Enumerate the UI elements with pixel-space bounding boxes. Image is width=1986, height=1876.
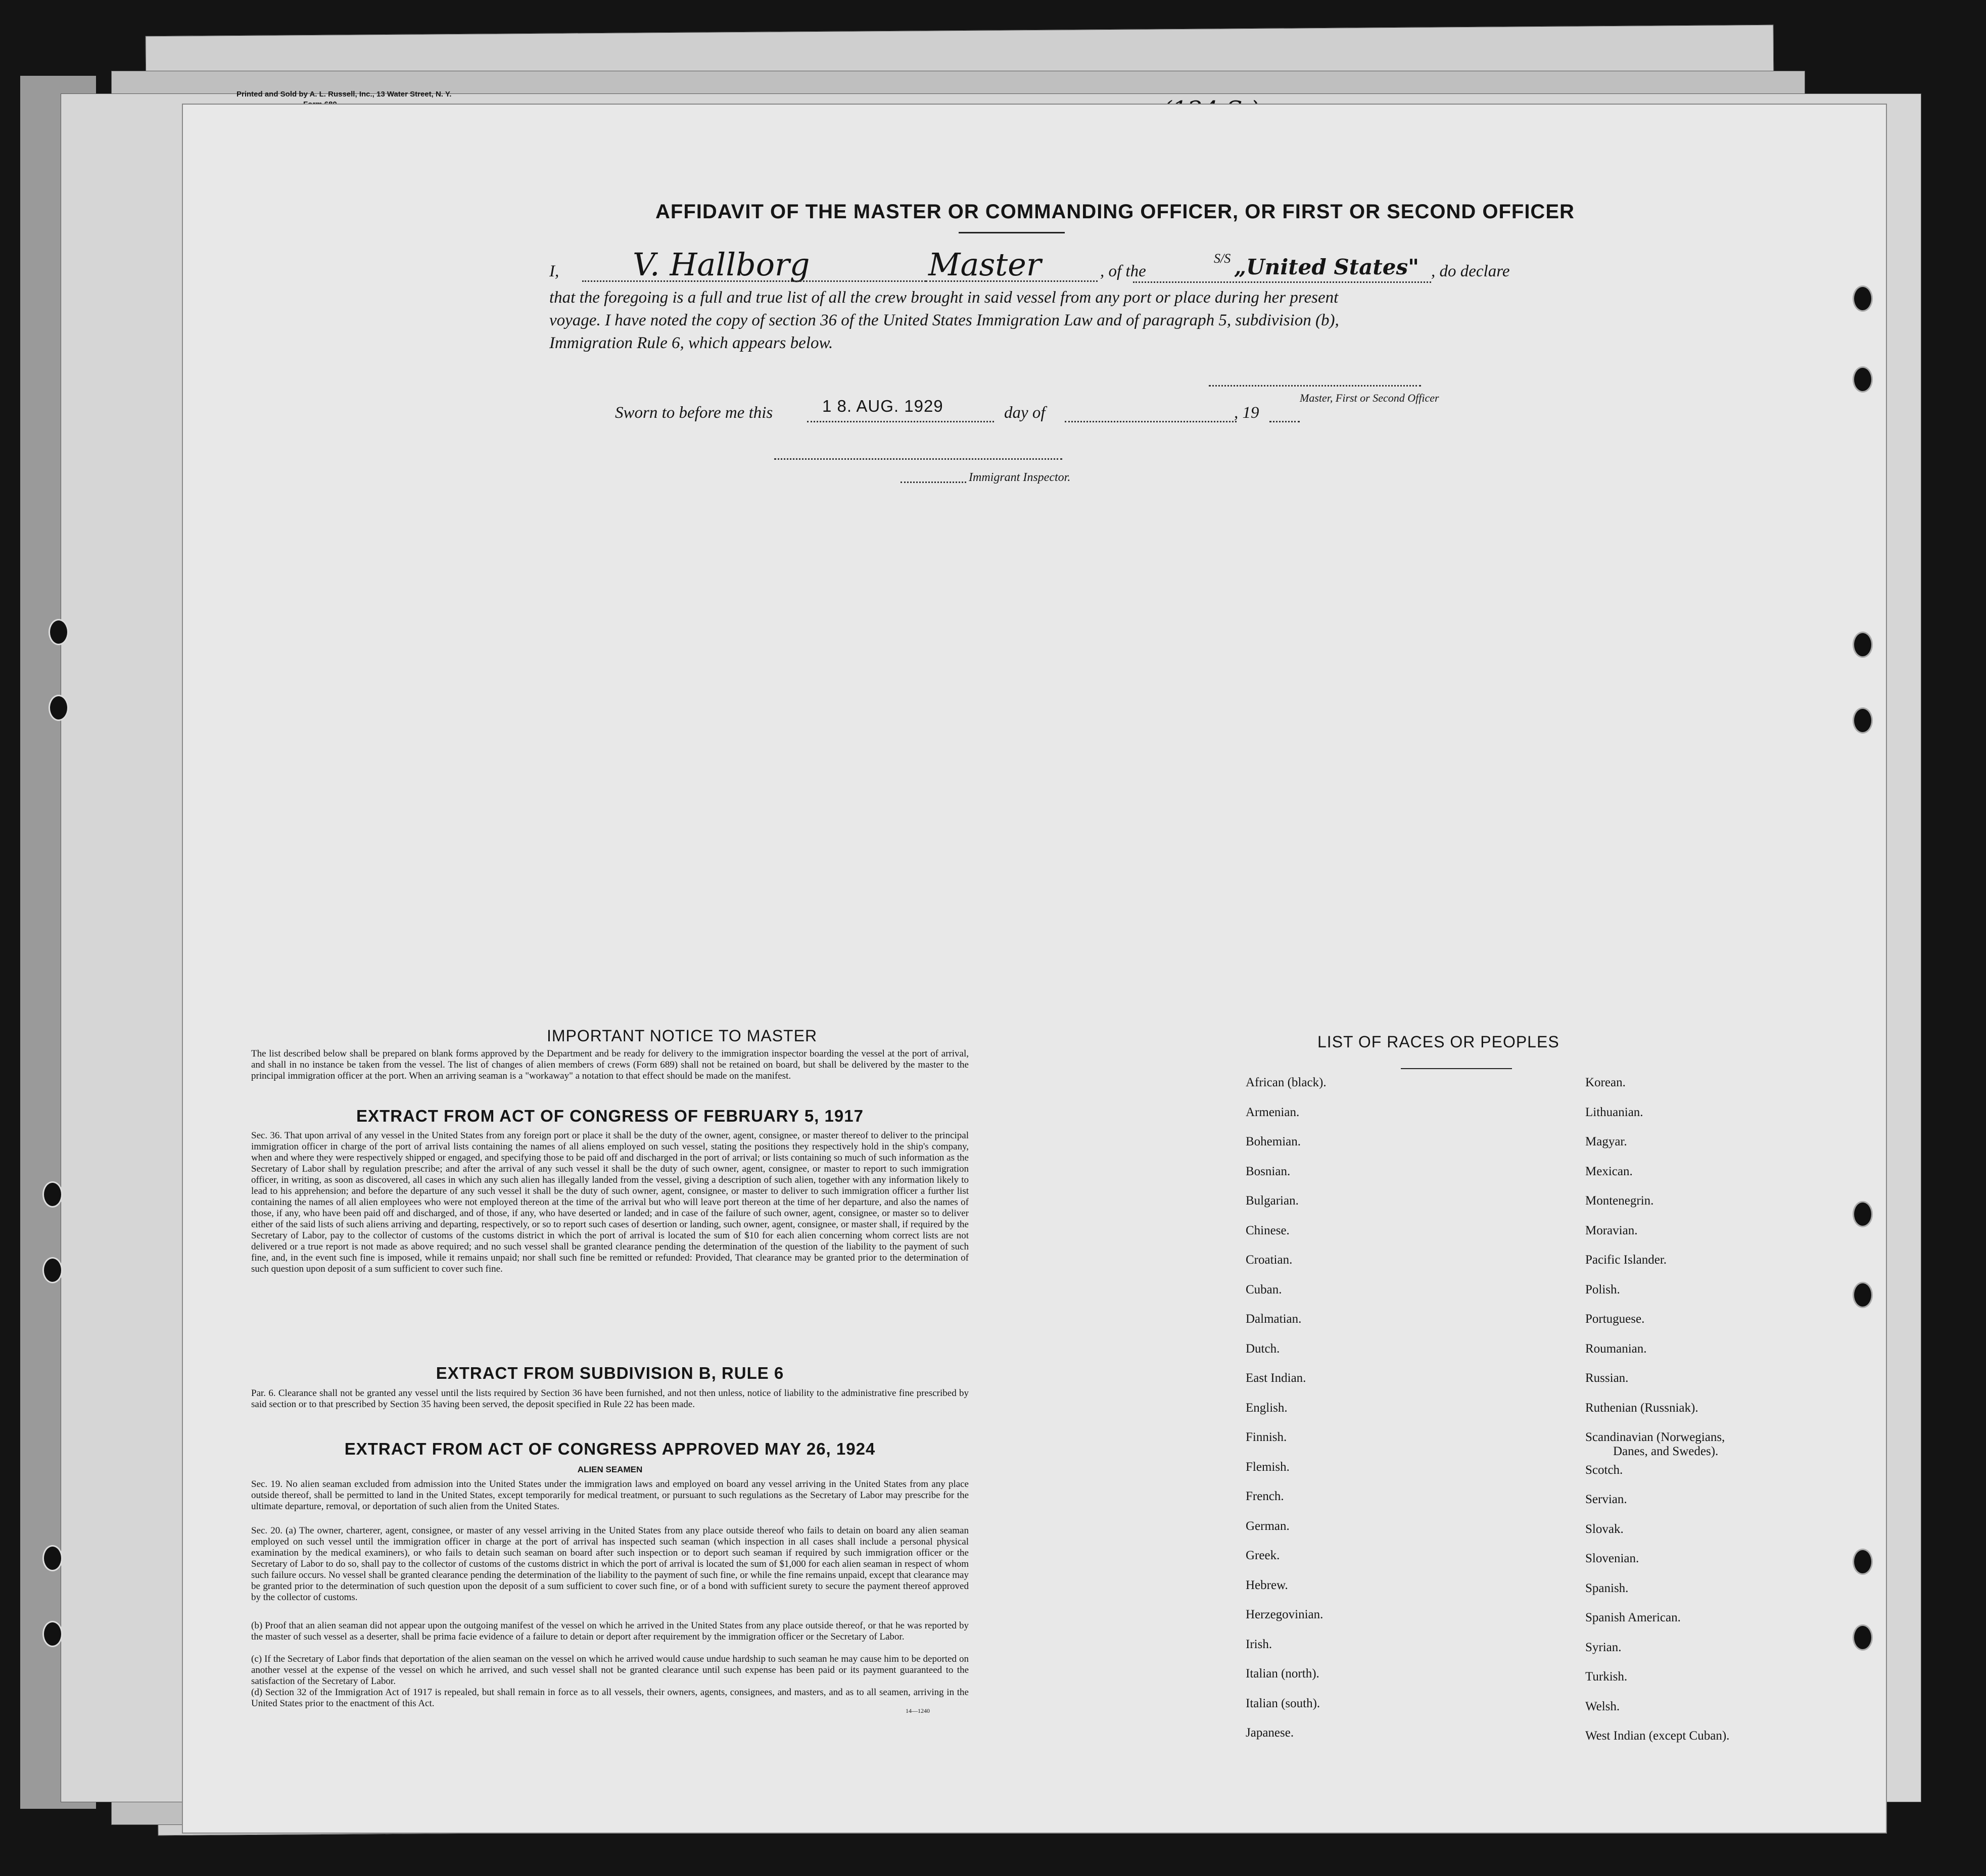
race-item: Bulgarian. bbox=[1246, 1194, 1299, 1208]
signature-caption: Master, First or Second Officer bbox=[1300, 392, 1439, 404]
notice-body: The list described below shall be prepared on blank forms approved by the Department and be ready for delivery to the immigration inspector boarding the vessel at the port of arrival, and shall in no instance be taken from the vessel. The list of changes of alien members of crews (Form 689) shall not be retained on board, but shall be delivered by the master to the principal immigration officer at the port. When an arriving seaman is a "workaway" a notation to that effect should be made on the manifest. bbox=[251, 1048, 969, 1081]
extract-1924-sec20b: (b) Proof that an alien seaman did not appear upon the outgoing manifest of the vessel on which he arrived in the United States from any place outside thereof, or that he was reported by the master of such vessel as a deserter, shall be prima facie evidence of a failure to detain or deport after requirement by the immigration officer or the Secretary of Labor. bbox=[251, 1620, 969, 1642]
race-item: Ruthenian (Russniak). bbox=[1585, 1401, 1698, 1415]
binder-hole bbox=[42, 1621, 63, 1647]
vessel-line bbox=[1133, 281, 1431, 283]
punch-hole bbox=[1853, 1282, 1873, 1308]
date-line bbox=[807, 421, 994, 422]
race-item: Montenegrin. bbox=[1585, 1194, 1654, 1208]
race-item: Finnish. bbox=[1246, 1430, 1287, 1444]
punch-hole bbox=[1853, 707, 1873, 734]
affidavit-title: AFFIDAVIT OF THE MASTER OR COMMANDING OFFICER, OR FIRST OR SECOND OFFICER bbox=[655, 201, 1575, 223]
race-item: African (black). bbox=[1246, 1076, 1327, 1089]
race-item: Slovenian. bbox=[1585, 1552, 1639, 1565]
inspector-line bbox=[774, 458, 1062, 460]
race-item: Bosnian. bbox=[1246, 1164, 1291, 1178]
race-item: English. bbox=[1246, 1401, 1288, 1415]
race-item: Lithuanian. bbox=[1585, 1105, 1643, 1119]
race-item: Mexican. bbox=[1585, 1164, 1633, 1178]
punch-hole bbox=[1853, 632, 1873, 658]
race-item: Syrian. bbox=[1585, 1640, 1622, 1654]
notice-title: IMPORTANT NOTICE TO MASTER bbox=[546, 1027, 818, 1045]
race-item: Chinese. bbox=[1246, 1223, 1290, 1237]
affidavit-line-3: voyage. I have noted the copy of section 36 of the United States Immigration Law and of paragraph 5, subdivision (b), bbox=[549, 311, 1339, 329]
race-item: Italian (north). bbox=[1246, 1667, 1319, 1680]
race-item: Hebrew. bbox=[1246, 1578, 1288, 1592]
race-item: Roumanian. bbox=[1585, 1341, 1647, 1356]
affidavit-line-4: Immigration Rule 6, which appears below. bbox=[549, 334, 833, 352]
master-name: V. Hallborg bbox=[633, 246, 810, 283]
race-item: Welsh. bbox=[1585, 1699, 1620, 1713]
affidavit-line-2: that the foregoing is a full and true list of all the crew brought in said vessel from any port or place during her present bbox=[549, 288, 1339, 307]
race-item: Pacific Islander. bbox=[1585, 1253, 1667, 1267]
inspector-lead bbox=[901, 482, 966, 483]
race-item: Spanish. bbox=[1585, 1581, 1629, 1595]
binder-hole bbox=[49, 695, 69, 721]
binder-hole bbox=[42, 1181, 63, 1208]
race-item: Croatian. bbox=[1246, 1253, 1293, 1267]
signature-line bbox=[1209, 385, 1421, 387]
race-item: Irish. bbox=[1246, 1637, 1272, 1651]
date-stamp: 1 8. AUG. 1929 bbox=[822, 397, 943, 415]
race-item: Spanish American. bbox=[1585, 1611, 1681, 1624]
race-item: Armenian. bbox=[1246, 1105, 1300, 1119]
punch-hole bbox=[1853, 1201, 1873, 1227]
extract-1924-sec20d: (d) Section 32 of the Immigration Act of 1917 is repealed, but shall remain in force as to all vessels, their owners, agents, consignees, and masters, and as to all seamen, arriving in the United States prior to the enactment of this Act. bbox=[251, 1687, 969, 1709]
race-item: Flemish. bbox=[1246, 1460, 1290, 1474]
title-rule bbox=[959, 232, 1065, 233]
extract-rule6-title: EXTRACT FROM SUBDIVISION B, RULE 6 bbox=[436, 1364, 784, 1382]
race-item: Magyar. bbox=[1585, 1135, 1627, 1148]
race-item: Russian. bbox=[1585, 1371, 1629, 1385]
printer-line: Printed and Sold by A. L. Russell, Inc., 13 Water Street, N. Y. bbox=[237, 90, 452, 99]
race-item: Greek. bbox=[1246, 1549, 1280, 1562]
race-item: Japanese. bbox=[1246, 1726, 1294, 1740]
race-item: French. bbox=[1246, 1489, 1284, 1503]
rank-line bbox=[926, 280, 1098, 282]
do-declare-label: , do declare bbox=[1431, 262, 1510, 280]
races-title: LIST OF RACES OR PEOPLES bbox=[1317, 1033, 1559, 1051]
extract-rule6-body: Par. 6. Clearance shall not be granted any vessel until the lists required by Section 36 have been furnished, and not then unless, notice of liability to the administrative fine prescribed by said section or to that prescribed by Section 35 having been served, the deposit specified in Rule 22 has been made. bbox=[251, 1388, 969, 1410]
race-item: German. bbox=[1246, 1519, 1290, 1533]
punch-hole bbox=[1853, 285, 1873, 312]
punch-hole bbox=[1853, 1624, 1873, 1651]
race-item: East Indian. bbox=[1246, 1371, 1306, 1385]
race-item: Cuban. bbox=[1246, 1282, 1282, 1296]
form-code: 14—1240 bbox=[906, 1707, 930, 1714]
affidavit-page bbox=[182, 104, 1887, 1834]
day-of-label: day of bbox=[1004, 404, 1046, 422]
race-item: Danes, and Swedes). bbox=[1613, 1445, 1719, 1458]
punch-hole bbox=[1853, 1549, 1873, 1575]
vessel-name: „United States" bbox=[1234, 255, 1419, 279]
of-the-label: , of the bbox=[1100, 262, 1146, 280]
extract-1924-title: EXTRACT FROM ACT OF CONGRESS APPROVED MAY 26, 1924 bbox=[344, 1439, 876, 1458]
name-line bbox=[582, 280, 926, 282]
race-item: Korean. bbox=[1585, 1076, 1626, 1089]
year-line bbox=[1269, 421, 1300, 422]
race-item: Herzegovinian. bbox=[1246, 1608, 1323, 1621]
race-item: Bohemian. bbox=[1246, 1135, 1301, 1148]
race-item: Polish. bbox=[1585, 1282, 1620, 1296]
extract-1917-body: Sec. 36. That upon arrival of any vessel in the United States from any foreign port or place it shall be the duty of the owner, agent, consignee, or master thereof to deliver to the principal immigration officer in charge of the port of arrival lists containing the names of all aliens employed on such vessel, stating the positions they respectively hold in the ship's company, when and where they were respectively shipped or engaged, and specifying those to be paid off and discharged in the port of arrival; or lists containing so much of such information as the Secretary of Labor shall by regulation prescribe; and after the arrival of any such vessel it shall be the duty of such owner, agent, consignee, or master to report to such immigration officer, in writing, as soon as discovered, all cases in which any such alien has illegally landed from the vessel, giving a description of such alien, together with any information likely to lead to his apprehension; and before the departure of any such vessel it shall be the duty of such owner, agent, consignee, or master to deliver to such immigration officer a further list containing the names of all alien employees who were not employed thereon at the time of the arrival but who will leave port thereon at the time of her departure, and also the names of those, if any, who have been paid off and discharged, and of those, if any, who have deserted or landed; and in case of the failure of such owner, agent, consignee, or master so to deliver either of the said lists of such aliens arriving and departing, respectively, or so to report such cases of desertion or landing, such owner, agent, consignee, or master shall, if required by the Secretary of Labor, pay to the collector of customs of the customs district in which the port of arrival is located the sum of $10 for each alien concerning whom correct lists are not delivered or a true report is not made as above required; and no such vessel shall be granted clearance pending the determination of the question of the liability to the payment of such fine, and, in the event such fine is imposed, while it remains unpaid; nor shall such fine be remitted or refunded: Provided, That clearance may be granted prior to the determination of such question upon deposit of a sum sufficient to cover such fine. bbox=[251, 1130, 969, 1274]
race-item: Dalmatian. bbox=[1246, 1312, 1302, 1326]
extract-1924-sec20a: Sec. 20. (a) The owner, charterer, agent, consignee, or master of any vessel arriving in the United States from any place outside thereof who fails to detain on board any alien seaman employed on such vessel until the immigration officer in charge at the port of arrival has inspected such seaman (which inspection in all cases shall include a personal physical examination by the medical examiners), or who fails to detain such seaman on board after such inspection or to deport such seaman if required by such immigration officer or the Secretary of Labor to do so, shall pay to the collector of customs of the customs district in which the port of arrival is located the sum of $1,000 for each alien seaman in respect of whom such failure occurs. No vessel shall be granted clearance pending the determination of the liability to the payment of such fine, or while the fine remains unpaid, except that clearance may be granted prior to the determination of such question upon the deposit of a sum sufficient to cover such fine, or of a bond with sufficient surety to secure the payment thereof approved by the collector of customs. bbox=[251, 1525, 969, 1603]
i-label: I, bbox=[549, 262, 559, 280]
race-item: Slovak. bbox=[1585, 1522, 1624, 1536]
binder-hole bbox=[49, 619, 69, 645]
race-item: Turkish. bbox=[1585, 1670, 1628, 1683]
rank-handwriting: Master bbox=[928, 246, 1042, 283]
race-item: Dutch. bbox=[1246, 1341, 1280, 1356]
binder-hole bbox=[42, 1545, 63, 1571]
race-item: Portuguese. bbox=[1585, 1312, 1645, 1326]
sworn-label: Sworn to before me this bbox=[615, 404, 773, 422]
extract-1924-sec19: Sec. 19. No alien seaman excluded from admission into the United States under the immigration laws and employed on board any vessel arriving in the United States from any place outside thereof, shall be permitted to land in the United States, except temporarily for medical treatment, or pursuant to such regulations as the Secretary of Labor may prescribe for the ultimate departure, removal, or deportation of such alien from the United States. bbox=[251, 1479, 969, 1512]
extract-1924-sec20c: (c) If the Secretary of Labor finds that deportation of the alien seaman on the vessel on which he arrived would cause undue hardship to such seaman he may cause him to be deported on another vessel at the expense of the vessel on which he arrived, and such vessel shall not be granted clearance until such expense has been paid or its payment guaranteed to the satisfaction of the Secretary of Labor. bbox=[251, 1654, 969, 1687]
race-item: Scotch. bbox=[1585, 1463, 1623, 1477]
alien-seamen-subtitle: ALIEN SEAMEN bbox=[577, 1465, 643, 1474]
race-item: Scandinavian (Norwegians, bbox=[1585, 1430, 1725, 1444]
race-item: Italian (south). bbox=[1246, 1696, 1320, 1710]
inspector-caption: Immigrant Inspector. bbox=[969, 471, 1071, 484]
year-prefix: , 19 bbox=[1234, 404, 1259, 422]
extract-1917-title: EXTRACT FROM ACT OF CONGRESS OF FEBRUARY 5, 1917 bbox=[356, 1107, 864, 1125]
races-rule bbox=[1401, 1068, 1512, 1069]
month-line bbox=[1065, 421, 1237, 422]
binder-hole bbox=[42, 1257, 63, 1283]
vessel-prefix: S/S bbox=[1214, 251, 1231, 266]
race-item: Servian. bbox=[1585, 1493, 1627, 1506]
punch-hole bbox=[1853, 366, 1873, 393]
race-item: West Indian (except Cuban). bbox=[1585, 1729, 1730, 1743]
race-item: Moravian. bbox=[1585, 1223, 1638, 1237]
